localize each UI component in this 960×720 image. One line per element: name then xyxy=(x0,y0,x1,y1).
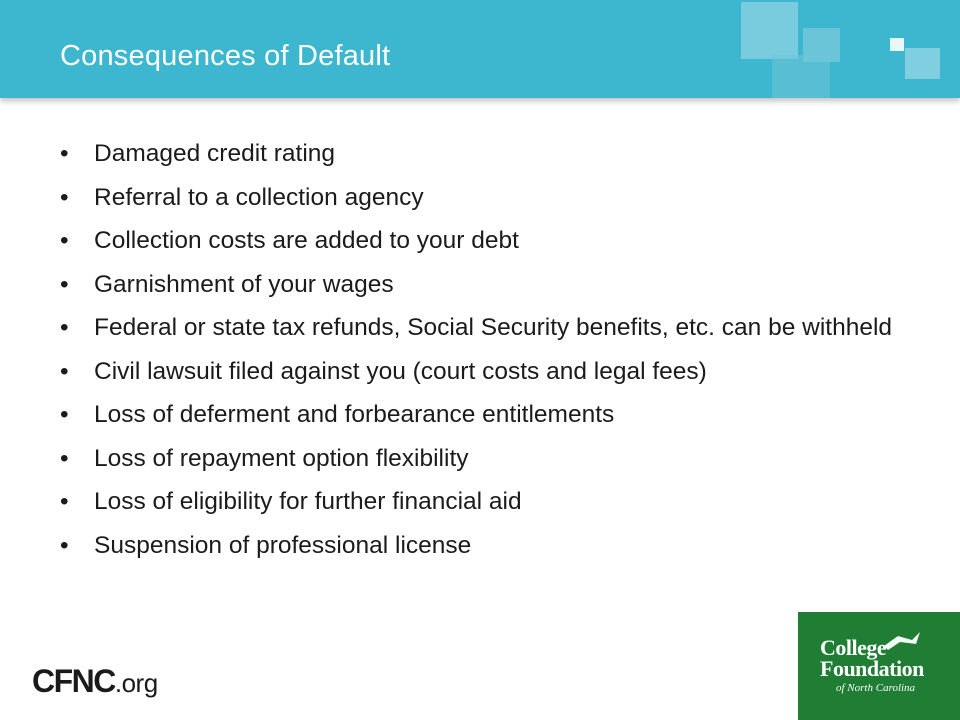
bullet-dot: • xyxy=(60,227,69,254)
bullet-dot: • xyxy=(60,183,69,211)
bullet-item xyxy=(60,488,940,516)
slide-header xyxy=(0,0,960,98)
bullet-text: Loss of eligibility for further financial aid xyxy=(94,488,522,515)
bullet-dot: • xyxy=(60,357,69,385)
bullet-dot: • xyxy=(60,140,69,167)
slide-title: Consequences of Default xyxy=(60,40,391,72)
bullet-dot: • xyxy=(60,444,69,472)
badge-text xyxy=(820,635,924,694)
bullet-item xyxy=(60,532,940,560)
cfnc-logo-suffix: .org xyxy=(114,668,158,698)
bullet-text: Damaged credit rating xyxy=(94,140,336,167)
decorative-square xyxy=(905,48,940,79)
decorative-square xyxy=(890,38,904,51)
decorative-square xyxy=(772,55,830,98)
bullet-item xyxy=(60,271,940,299)
bullet-text: Loss of repayment option flexibility xyxy=(94,444,469,472)
decorative-square xyxy=(741,2,798,59)
bullet-list xyxy=(60,140,940,575)
badge-line3: of North Carolina xyxy=(836,682,916,694)
bullet-text: Suspension of professional license xyxy=(94,531,472,559)
bullet-dot: • xyxy=(60,270,69,298)
bullet-text: Referral to a collection agency xyxy=(94,183,424,211)
college-foundation-badge xyxy=(798,612,960,720)
bullet-text: Loss of deferment and forbearance entitlements xyxy=(94,401,615,428)
bullet-dot: • xyxy=(60,488,69,515)
bullet-item xyxy=(60,227,940,255)
bullet-item xyxy=(60,184,940,212)
bullet-item xyxy=(60,140,940,168)
bullet-text: Federal or state tax refunds, Social Security benefits, etc. can be withheld xyxy=(94,314,893,341)
bullet-text: Collection costs are added to your debt xyxy=(94,227,519,254)
bullet-dot: • xyxy=(60,314,69,341)
badge-line2: Foundation xyxy=(820,656,924,681)
bullet-dot: • xyxy=(60,401,69,428)
bullet-item xyxy=(60,445,940,473)
badge-line1: College xyxy=(820,635,887,660)
bullet-text: Garnishment of your wages xyxy=(94,270,394,298)
cfnc-logo xyxy=(32,663,158,700)
bullet-item xyxy=(60,401,940,429)
bullet-item xyxy=(60,358,940,386)
bullet-text: Civil lawsuit filed against you (court costs and legal fees) xyxy=(94,357,707,385)
bullet-item xyxy=(60,314,940,342)
bullet-dot: • xyxy=(60,531,69,559)
cfnc-logo-main: CFNC xyxy=(32,663,115,699)
